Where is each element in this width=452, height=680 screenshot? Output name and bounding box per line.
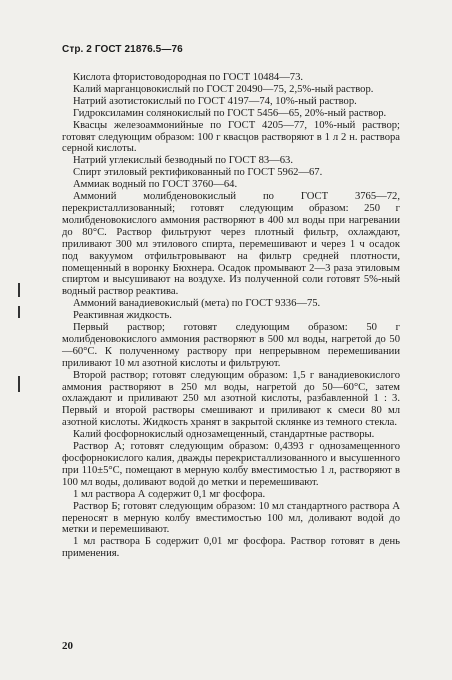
- margin-mark: [18, 283, 20, 297]
- paragraph: Калий фосфорнокислый однозамещенный, стандартные растворы.: [73, 429, 375, 441]
- paragraph: Аммиак водный по ГОСТ 3760—64.: [73, 179, 238, 191]
- paragraph: Квасцы железоаммонийные по ГОСТ 4205—77, 10%-ный раствор; готовят следующим образом: 100 г квасцов растворяют в 1 л 2 н. раствора серной кислоты.: [62, 119, 400, 155]
- page-header: Стр. 2 ГОСТ 21876.5—76: [62, 44, 183, 55]
- page-number: 20: [62, 640, 73, 652]
- paragraph: Аммоний ванадиевокислый (мета) по ГОСТ 9336—75.: [73, 298, 321, 310]
- body-text: [62, 72, 400, 560]
- paragraph: Натрий углекислый безводный по ГОСТ 83—63.: [73, 155, 294, 167]
- paragraph: 1 мл раствора Б содержит 0,01 мг фосфора. Раствор готовят в день применения.: [62, 536, 400, 560]
- paragraph: Раствор Б; готовят следующим образом: 10 мл стандартного раствора А переносят в мерную колбу вместимостью 100 мл, доливают водой до метки и перемешивают.: [62, 500, 400, 536]
- paragraph: Кислота фтористоводородная по ГОСТ 10484—73.: [73, 72, 304, 83]
- paragraph: Реактивная жидкость.: [73, 310, 172, 322]
- margin-mark: [18, 376, 20, 392]
- margin-mark: [18, 306, 20, 318]
- paragraph: Раствор А; готовят следующим образом: 0,4393 г однозамещенного фосфорнокислого калия, дважды перекристаллизованного и высушенного при 110±5°С, помещают в мерную колбу вместимостью 1 л, растворяют в 100 мл воды, доливают водой до метки и перемешивают.: [62, 441, 400, 488]
- paragraph: Аммоний молибденовокислый по ГОСТ 3765—72, перекристаллизованный; готовят следующим образом: 250 г молибденовокислого аммония растворяют в 400 мл воды при нагревании до 80°С. Раствор фильтруют через плотный фильтр, охлаждают, приливают 300 мл этилового спирта, перемешивают и через 1 ч осадок под вакуумом отфильтровывают на фильтр средней плотности, помещенный в воронку Бюхнера. Осадок промывают 2—3 раза этиловым спиртом и высушивают на воздухе. Из полученной соли готовят 5%-ный водный раствор реактива.: [62, 191, 400, 298]
- paragraph: Второй раствор; готовят следующим образом: 1,5 г ванадиевокислого аммония растворяют в 250 мл воды, нагретой до 50—60°С, затем охлаждают и приливают 250 мл азотной кислоты, разбавленной 1 : 3. Первый и второй растворы смешивают и приливают к смеси 80 мл азотной кислоты. Жидкость хранят в закрытой склянке из темного стекла.: [62, 369, 400, 429]
- paragraph: Гидроксиламин солянокислый по ГОСТ 5456—65, 20%-ный раствор.: [73, 107, 387, 119]
- paragraph: 1 мл раствора А содержит 0,1 мг фосфора.: [73, 488, 266, 500]
- paragraph: Натрий азотистокислый по ГОСТ 4197—74, 10%-ный раствор.: [73, 95, 357, 107]
- paragraph: Калий марганцовокислый по ГОСТ 20490—75, 2,5%-ный раствор.: [73, 83, 374, 95]
- paragraph: Первый раствор; готовят следующим образом: 50 г молибденовокислого аммония растворяют в 500 мл воды, нагретой до 50—60°С. К полученному раствору при непрерывном перемешивании приливают 10 мл азотной кислоты и фильтруют.: [62, 322, 400, 369]
- paragraph: Спирт этиловый ректификованный по ГОСТ 5962—67.: [73, 167, 323, 179]
